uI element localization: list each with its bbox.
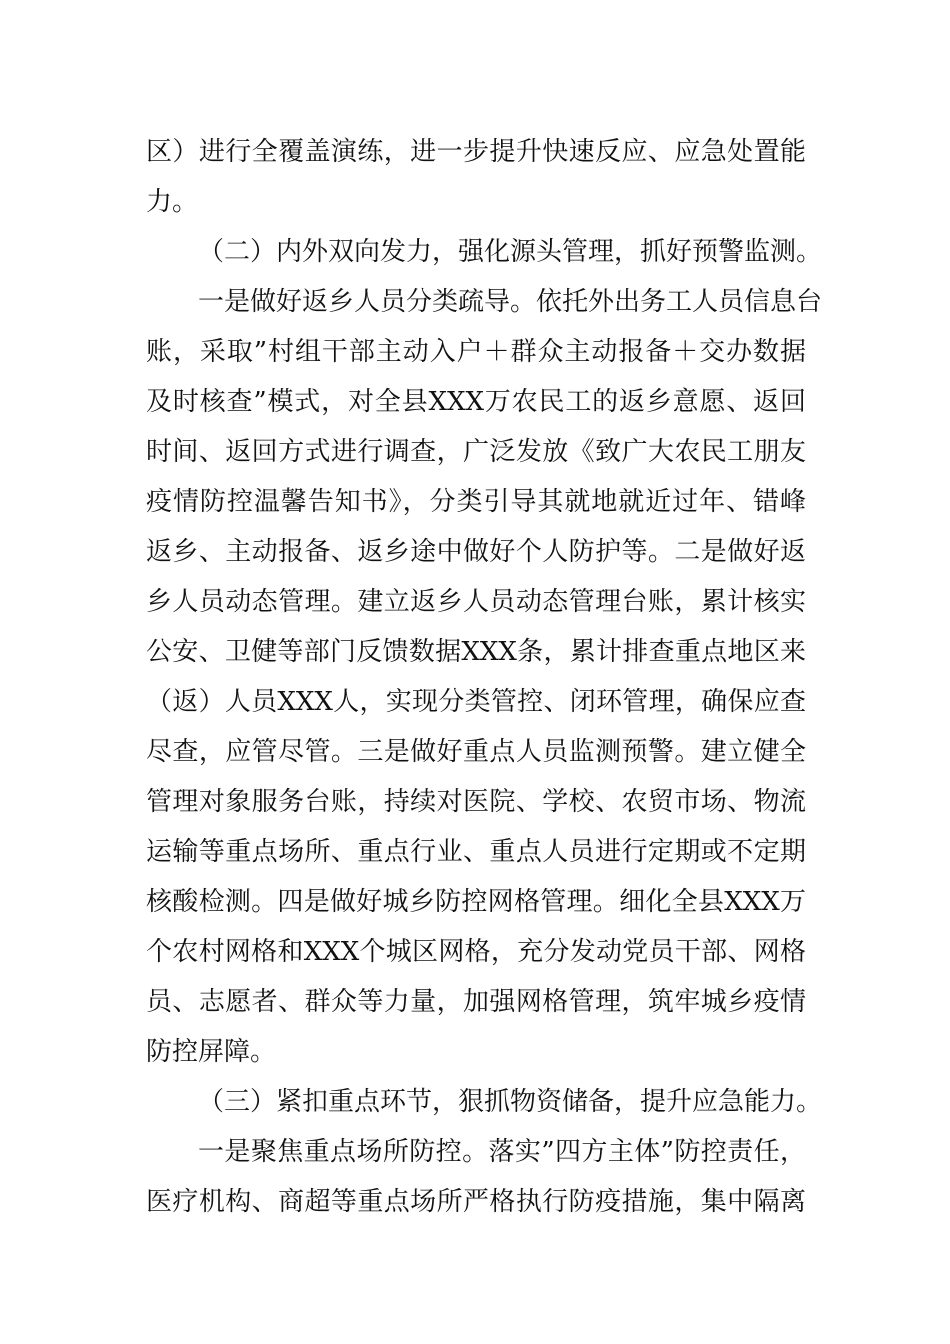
text-line: 返乡、主动报备、返乡途中做好个人防护等。二是做好返 (146, 537, 806, 567)
text-line: 公安、卫健等部门反馈数据XXX条，累计排查重点地区来 (146, 637, 806, 667)
text-line: 一是聚焦重点场所防控。落实”四方主体”防控责任， (198, 1137, 806, 1167)
text-line: 乡人员动态管理。建立返乡人员动态管理台账，累计核实 (146, 587, 806, 617)
document-body (146, 127, 823, 1227)
text-line: 核酸检测。四是做好城乡防控网格管理。细化全县XXX万 (146, 887, 806, 917)
text-line: 时间、返回方式进行调查，广泛发放《致广大农民工朋友 (146, 437, 806, 467)
text-line: 区）进行全覆盖演练，进一步提升快速反应、应急处置能 (146, 137, 806, 167)
text-line: （二）内外双向发力，强化源头管理，抓好预警监测。 (198, 237, 823, 267)
text-line: 运输等重点场所、重点行业、重点人员进行定期或不定期 (146, 837, 806, 867)
text-line: （三）紧扣重点环节，狠抓物资储备，提升应急能力。 (198, 1087, 823, 1117)
text-line: 防控屏障。 (146, 1037, 277, 1067)
text-line: 及时核查”模式，对全县XXX万农民工的返乡意愿、返回 (146, 387, 806, 417)
text-line: 个农村网格和XXX个城区网格，充分发动党员干部、网格 (146, 937, 806, 967)
text-line: 疫情防控温馨告知书》，分类引导其就地就近过年、错峰 (146, 487, 806, 517)
text-line: 管理对象服务台账，持续对医院、学校、农贸市场、物流 (146, 787, 806, 817)
text-line: 员、志愿者、群众等力量，加强网格管理，筑牢城乡疫情 (146, 987, 806, 1017)
text-line: 医疗机构、商超等重点场所严格执行防疫措施，集中隔离 (146, 1187, 806, 1217)
text-line: 力。 (146, 187, 199, 217)
text-line: 一是做好返乡人员分类疏导。依托外出务工人员信息台 (198, 287, 823, 317)
text-line: 尽查，应管尽管。三是做好重点人员监测预警。建立健全 (146, 737, 806, 767)
text-line: 账，采取”村组干部主动入户＋群众主动报备＋交办数据 (146, 337, 806, 367)
text-line: （返）人员XXX人，实现分类管控、闭环管理，确保应查 (146, 687, 806, 717)
